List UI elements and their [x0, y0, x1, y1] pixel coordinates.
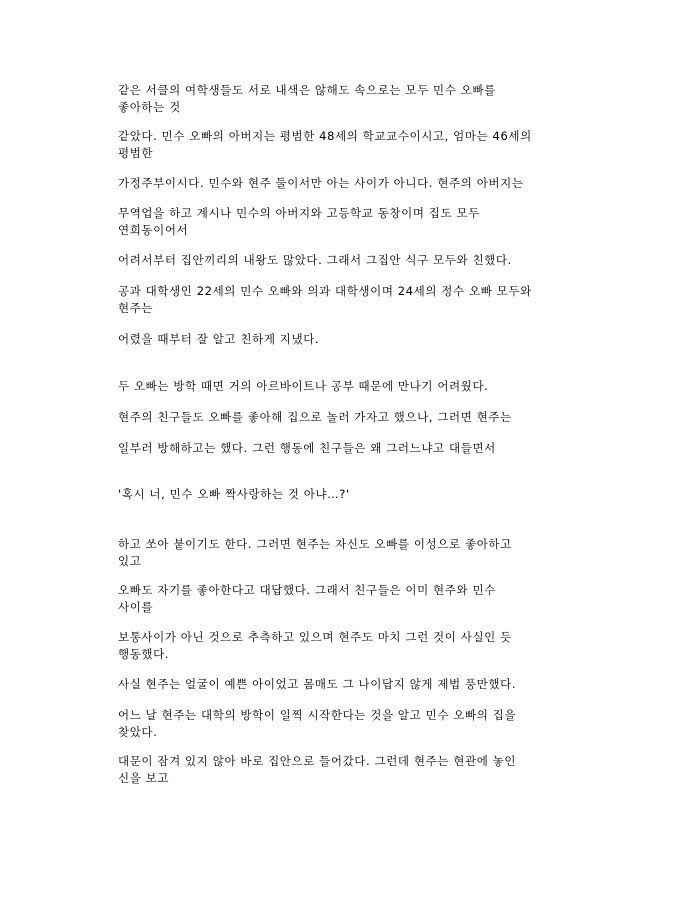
text-line: 어려서부터 집안끼리의 내왕도 많았다. 그래서 그집안 식구 모두와 친했다. — [118, 253, 512, 267]
paragraph-7 — [118, 331, 588, 348]
paragraph-3 — [118, 175, 588, 192]
text-line: 가정주부이시다. 민수와 현주 둘이서만 아는 사이가 아니다. 현주의 아버지는 — [118, 176, 524, 190]
paragraph-12 — [118, 536, 588, 570]
text-line: 사실 현주는 얼굴이 예쁜 아이었고 몸매도 그 나이답지 않게 제법 풍만했다. — [118, 677, 517, 691]
text-line: 공과 대학생인 22세의 민수 오빠와 의과 대학생이며 24세의 정수 오빠 모두와 — [118, 284, 532, 298]
text-line: 보통사이가 아닌 것으로 추측하고 있으며 현주도 마치 그런 것이 사실인 듯 — [118, 630, 512, 644]
text-line: 일부러 방해하고는 했다. 그런 행동에 친구들은 왜 그러느냐고 대들면서 — [118, 441, 496, 455]
paragraph-2 — [118, 128, 588, 162]
paragraph-10 — [118, 440, 588, 457]
text-line: 찾았다. — [118, 725, 158, 739]
text-line: 오빠도 자기를 좋아한다고 대답했다. 그래서 친구들은 이미 현주와 민수 — [118, 583, 496, 597]
paragraph-17 — [118, 753, 588, 787]
text-line: 대문이 잠겨 있지 않아 바로 집안으로 들어갔다. 그런데 현주는 현관에 놓인 — [118, 754, 517, 768]
paragraph-1 — [118, 82, 588, 116]
text-line: 무역업을 하고 계시나 민수의 아버지와 고등학교 동창이며 집도 모두 — [118, 206, 480, 220]
text-line: 행동했다. — [118, 647, 170, 661]
text-line: 좋아하는 것 — [118, 100, 181, 114]
text-line: 평범한 — [118, 146, 154, 160]
paragraph-9 — [118, 409, 588, 426]
paragraph-6 — [118, 283, 588, 317]
text-line: 같았다. 민수 오빠의 아버지는 평범한 48세의 학교교수이시고, 엄마는 46세의 — [118, 129, 532, 143]
text-line: 하고 쏘아 붙이기도 한다. 그러면 현주는 자신도 오빠를 이성으로 좋아하고 — [118, 537, 512, 551]
paragraph-14 — [118, 629, 588, 663]
text-line: '혹시 너, 민수 오빠 짝사랑하는 것 아냐…?' — [118, 487, 350, 501]
text-line: 신을 보고 — [118, 771, 170, 785]
text-line: 같은 서클의 여학생들도 서로 내색은 않해도 속으로는 모두 민수 오빠를 — [118, 83, 496, 97]
text-line: 현주의 친구들도 오빠를 좋아해 집으로 놀러 가자고 했으나, 그러면 현주는 — [118, 410, 512, 424]
text-line: 사이를 — [118, 600, 154, 614]
paragraph-5 — [118, 252, 588, 269]
paragraph-4 — [118, 205, 588, 239]
text-line: 연희동이어서 — [118, 223, 189, 237]
text-line: 어렸을 때부터 잘 알고 친하게 지냈다. — [118, 332, 320, 346]
text-line: 어느 날 현주는 대학의 방학이 일찍 시작한다는 것을 알고 민수 오빠의 집을 — [118, 708, 517, 722]
paragraph-16 — [118, 707, 588, 741]
paragraph-quote — [118, 486, 588, 503]
paragraph-8 — [118, 378, 588, 395]
text-line: 두 오빠는 방학 때면 거의 아르바이트나 공부 때문에 만나기 어려웠다. — [118, 379, 489, 393]
text-line: 있고 — [118, 554, 142, 568]
paragraph-13 — [118, 582, 588, 616]
paragraph-15 — [118, 676, 588, 693]
text-line: 현주는 — [118, 301, 154, 315]
